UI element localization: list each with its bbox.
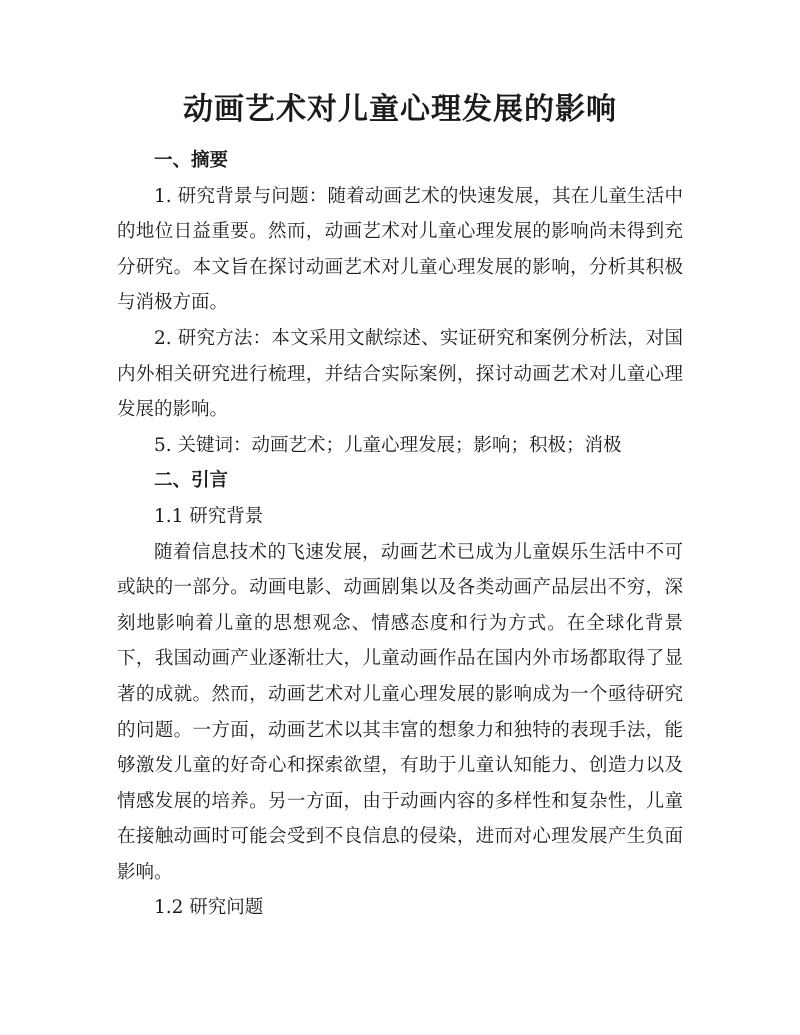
abstract-paragraph-keywords: 5. 关键词：动画艺术；儿童心理发展；影响；积极；消极 bbox=[154, 434, 622, 456]
subsection-heading-background: 1.1 研究背景 bbox=[154, 505, 264, 527]
abstract-paragraph-method: 2. 研究方法：本文采用文献综述、实证研究和案例分析法，对国内外相关研究进行梳理，并结合实际案例，探讨动画艺术对儿童心理发展的影响。 bbox=[117, 327, 683, 421]
introduction-heading: 二、引言 bbox=[154, 470, 229, 492]
background-paragraph: 随着信息技术的飞速发展，动画艺术已成为儿童娱乐生活中不可或缺的一部分。动画电影、动画剧集以及各类动画产品层出不穷，深刻地影响着儿童的思想观念、情感态度和行为方式。在全球化背景下，我国动画产业逐渐壮大，儿童动画作品在国内外市场都取得了显著的成就。然而，动画艺术对儿童心理发展的影响成为一个亟待研究的问题。一方面，动画艺术以其丰富的想象力和独特的表现手法，能够激发儿童的好奇心和探索欲望，有助于儿童认知能力、创造力以及情感发展的培养。另一方面，由于动画内容的多样性和复杂性，儿童在接触动画时可能会受到不良信息的侵染，进而对心理发展产生负面影响。 bbox=[117, 541, 683, 883]
subsection-heading-questions: 1.2 研究问题 bbox=[154, 897, 264, 919]
abstract-paragraph-background: 1. 研究背景与问题：随着动画艺术的快速发展，其在儿童生活中的地位日益重要。然而，动画艺术对儿童心理发展的影响尚未得到充分研究。本文旨在探讨动画艺术对儿童心理发展的影响，分析其积极与消极方面。 bbox=[117, 185, 683, 314]
abstract-heading: 一、摘要 bbox=[154, 150, 229, 171]
document-title: 动画艺术对儿童心理发展的影响 bbox=[183, 92, 617, 127]
document-body bbox=[117, 143, 683, 926]
